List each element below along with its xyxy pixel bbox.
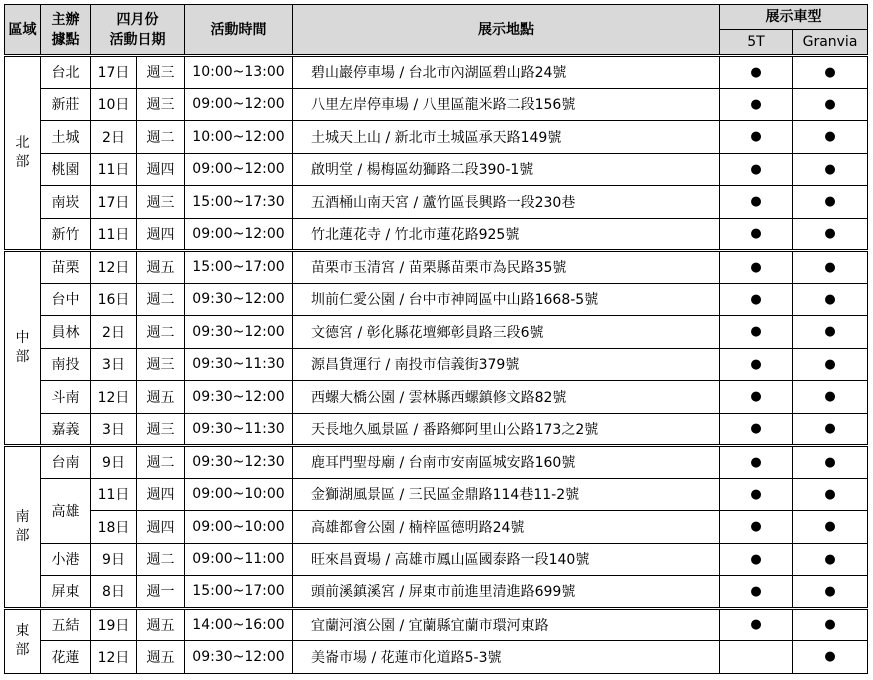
event-day-cell: 12日 [91, 381, 137, 414]
model-granvia-mark: ● [793, 348, 868, 381]
location-cell: 西螺大橋公園 / 雲林縣西螺鎮修文路82號 [293, 381, 720, 414]
table-row [5, 608, 868, 641]
location-cell: 天長地久風景區 / 番路鄉阿里山公路173之2號 [293, 413, 720, 446]
model-granvia-mark: ● [793, 153, 868, 186]
weekday-cell: 週一 [137, 576, 185, 609]
location-cell: 文德宮 / 彰化縣花壇鄉彰員路三段6號 [293, 316, 720, 349]
header-model-granvia: Granvia [793, 30, 868, 56]
location-cell: 五酒桶山南天宮 / 蘆竹區長興路一段230巷 [293, 186, 720, 219]
header-event-date [91, 5, 185, 56]
weekday-cell: 週三 [137, 348, 185, 381]
location-cell: 碧山巖停車場 / 台北市內湖區碧山路24號 [293, 56, 720, 89]
table-row [5, 413, 868, 446]
region-name: 北部 [15, 135, 30, 170]
weekday-cell: 週五 [137, 641, 185, 674]
event-time-cell: 09:30~12:30 [185, 446, 293, 479]
region-cell [5, 446, 41, 609]
model-5t-mark [720, 641, 793, 674]
location-cell: 鹿耳門聖母廟 / 台南市安南區城安路160號 [293, 446, 720, 479]
event-day-cell: 2日 [91, 121, 137, 154]
model-5t-mark: ● [720, 283, 793, 316]
model-5t-mark: ● [720, 88, 793, 121]
event-time-cell: 09:30~12:00 [185, 283, 293, 316]
table-row [5, 218, 868, 251]
event-time-cell: 09:30~12:00 [185, 381, 293, 414]
host-site-cell: 屏東 [41, 576, 91, 609]
event-time-cell: 15:00~17:00 [185, 251, 293, 284]
region-name: 中部 [15, 330, 30, 365]
host-site-cell: 桃園 [41, 153, 91, 186]
event-time-cell: 09:00~12:00 [185, 153, 293, 186]
table-row [5, 186, 868, 219]
host-site-cell: 斗南 [41, 381, 91, 414]
weekday-cell: 週二 [137, 316, 185, 349]
weekday-cell: 週二 [137, 283, 185, 316]
table-row [5, 446, 868, 479]
event-time-cell: 09:30~12:00 [185, 641, 293, 674]
event-day-cell: 11日 [91, 218, 137, 251]
event-day-cell: 11日 [91, 478, 137, 511]
event-day-cell: 18日 [91, 511, 137, 544]
header-location: 展示地點 [293, 5, 720, 56]
event-time-cell: 09:00~10:00 [185, 478, 293, 511]
host-site-cell: 台南 [41, 446, 91, 479]
host-site-cell: 小港 [41, 543, 91, 576]
model-granvia-mark: ● [793, 251, 868, 284]
event-time-cell: 09:30~11:30 [185, 348, 293, 381]
event-day-cell: 19日 [91, 608, 137, 641]
host-site-cell: 南崁 [41, 186, 91, 219]
table-row [5, 283, 868, 316]
model-granvia-mark: ● [793, 381, 868, 414]
event-day-cell: 17日 [91, 186, 137, 219]
model-5t-mark: ● [720, 316, 793, 349]
event-day-cell: 12日 [91, 251, 137, 284]
header-host-line2: 據點 [51, 31, 80, 48]
host-site-cell: 新莊 [41, 88, 91, 121]
model-5t-mark: ● [720, 576, 793, 609]
event-day-cell: 2日 [91, 316, 137, 349]
event-day-cell: 8日 [91, 576, 137, 609]
weekday-cell: 週二 [137, 446, 185, 479]
event-time-cell: 15:00~17:30 [185, 186, 293, 219]
location-cell: 旺來昌賣場 / 高雄市鳳山區國泰路一段140號 [293, 543, 720, 576]
header-models: 展示車型 [720, 5, 868, 30]
location-cell: 金獅湖風景區 / 三民區金鼎路114巷11-2號 [293, 478, 720, 511]
host-site-cell: 花蓮 [41, 641, 91, 674]
host-site-cell: 台中 [41, 283, 91, 316]
location-cell: 圳前仁愛公園 / 台中市神岡區中山路1668-5號 [293, 283, 720, 316]
event-time-cell: 09:00~12:00 [185, 88, 293, 121]
table-header [5, 5, 868, 56]
table-row [5, 251, 868, 284]
table-row [5, 543, 868, 576]
header-host-line1: 主辦 [51, 11, 80, 28]
weekday-cell: 週五 [137, 381, 185, 414]
location-cell: 八里左岸停車場 / 八里區龍米路二段156號 [293, 88, 720, 121]
host-site-cell: 嘉義 [41, 413, 91, 446]
model-5t-mark: ● [720, 121, 793, 154]
event-schedule-table [4, 4, 868, 674]
weekday-cell: 週四 [137, 511, 185, 544]
weekday-cell: 週五 [137, 608, 185, 641]
event-time-cell: 15:00~17:00 [185, 576, 293, 609]
weekday-cell: 週三 [137, 56, 185, 89]
table-row [5, 511, 868, 544]
model-granvia-mark: ● [793, 316, 868, 349]
location-cell: 宜蘭河濱公園 / 宜蘭縣宜蘭市環河東路 [293, 608, 720, 641]
model-5t-mark: ● [720, 381, 793, 414]
event-day-cell: 9日 [91, 446, 137, 479]
region-name: 東部 [15, 623, 30, 658]
event-day-cell: 11日 [91, 153, 137, 186]
table-row [5, 153, 868, 186]
table-row [5, 56, 868, 89]
model-granvia-mark: ● [793, 186, 868, 219]
header-host-site [41, 5, 91, 56]
model-5t-mark: ● [720, 251, 793, 284]
model-5t-mark: ● [720, 348, 793, 381]
weekday-cell: 週三 [137, 186, 185, 219]
weekday-cell: 週五 [137, 251, 185, 284]
model-5t-mark: ● [720, 218, 793, 251]
table-row [5, 316, 868, 349]
table-row [5, 121, 868, 154]
model-granvia-mark: ● [793, 446, 868, 479]
host-site-cell: 苗栗 [41, 251, 91, 284]
table-row [5, 348, 868, 381]
location-cell: 高雄都會公園 / 楠梓區德明路24號 [293, 511, 720, 544]
header-event-time: 活動時間 [185, 5, 293, 56]
event-time-cell: 09:30~11:30 [185, 413, 293, 446]
event-time-cell: 10:00~12:00 [185, 121, 293, 154]
weekday-cell: 週四 [137, 478, 185, 511]
model-5t-mark: ● [720, 543, 793, 576]
weekday-cell: 週三 [137, 413, 185, 446]
event-time-cell: 14:00~16:00 [185, 608, 293, 641]
event-day-cell: 9日 [91, 543, 137, 576]
header-model-5t: 5T [720, 30, 793, 56]
region-cell [5, 251, 41, 446]
event-day-cell: 17日 [91, 56, 137, 89]
host-site-cell: 土城 [41, 121, 91, 154]
event-time-cell: 09:30~12:00 [185, 316, 293, 349]
event-day-cell: 3日 [91, 413, 137, 446]
model-granvia-mark: ● [793, 641, 868, 674]
model-granvia-mark: ● [793, 511, 868, 544]
host-site-cell: 員林 [41, 316, 91, 349]
model-granvia-mark: ● [793, 413, 868, 446]
model-5t-mark: ● [720, 413, 793, 446]
model-5t-mark: ● [720, 186, 793, 219]
location-cell: 土城天上山 / 新北市土城區承天路149號 [293, 121, 720, 154]
location-cell: 苗栗市玉清宮 / 苗栗縣苗栗市為民路35號 [293, 251, 720, 284]
model-5t-mark: ● [720, 446, 793, 479]
model-granvia-mark: ● [793, 218, 868, 251]
location-cell: 頭前溪鎮溪宮 / 屏東市前進里清進路699號 [293, 576, 720, 609]
location-cell: 源昌貨運行 / 南投市信義街379號 [293, 348, 720, 381]
table-row [5, 88, 868, 121]
weekday-cell: 週四 [137, 218, 185, 251]
table-row [5, 641, 868, 674]
model-granvia-mark: ● [793, 88, 868, 121]
header-date-line1: 四月份 [116, 11, 159, 28]
location-cell: 美崙市場 / 花蓮市化道路5-3號 [293, 641, 720, 674]
location-cell: 啟明堂 / 楊梅區幼獅路二段390-1號 [293, 153, 720, 186]
event-time-cell: 09:00~11:00 [185, 543, 293, 576]
table-row [5, 478, 868, 511]
region-cell [5, 56, 41, 251]
header-region: 區域 [5, 5, 41, 56]
weekday-cell: 週二 [137, 121, 185, 154]
weekday-cell: 週二 [137, 543, 185, 576]
table-body [5, 56, 868, 674]
host-site-cell: 台北 [41, 56, 91, 89]
host-site-cell: 五結 [41, 608, 91, 641]
model-5t-mark: ● [720, 511, 793, 544]
table-row [5, 576, 868, 609]
region-name: 南部 [15, 508, 30, 544]
model-granvia-mark: ● [793, 576, 868, 609]
event-day-cell: 12日 [91, 641, 137, 674]
weekday-cell: 週三 [137, 88, 185, 121]
table-row [5, 381, 868, 414]
schedule-sheet [4, 4, 868, 674]
model-5t-mark: ● [720, 56, 793, 89]
event-day-cell: 10日 [91, 88, 137, 121]
model-granvia-mark: ● [793, 543, 868, 576]
weekday-cell: 週四 [137, 153, 185, 186]
model-granvia-mark: ● [793, 121, 868, 154]
model-5t-mark: ● [720, 478, 793, 511]
event-time-cell: 10:00~13:00 [185, 56, 293, 89]
model-granvia-mark: ● [793, 478, 868, 511]
event-time-cell: 09:00~10:00 [185, 511, 293, 544]
region-cell [5, 608, 41, 673]
event-day-cell: 3日 [91, 348, 137, 381]
host-site-cell: 南投 [41, 348, 91, 381]
location-cell: 竹北蓮花寺 / 竹北市蓮花路925號 [293, 218, 720, 251]
model-granvia-mark: ● [793, 608, 868, 641]
model-5t-mark: ● [720, 153, 793, 186]
model-granvia-mark: ● [793, 283, 868, 316]
header-date-line2: 活動日期 [109, 31, 166, 48]
model-granvia-mark: ● [793, 56, 868, 89]
host-site-cell: 高雄 [41, 478, 91, 543]
model-5t-mark: ● [720, 608, 793, 641]
host-site-cell: 新竹 [41, 218, 91, 251]
event-day-cell: 16日 [91, 283, 137, 316]
event-time-cell: 09:00~12:00 [185, 218, 293, 251]
